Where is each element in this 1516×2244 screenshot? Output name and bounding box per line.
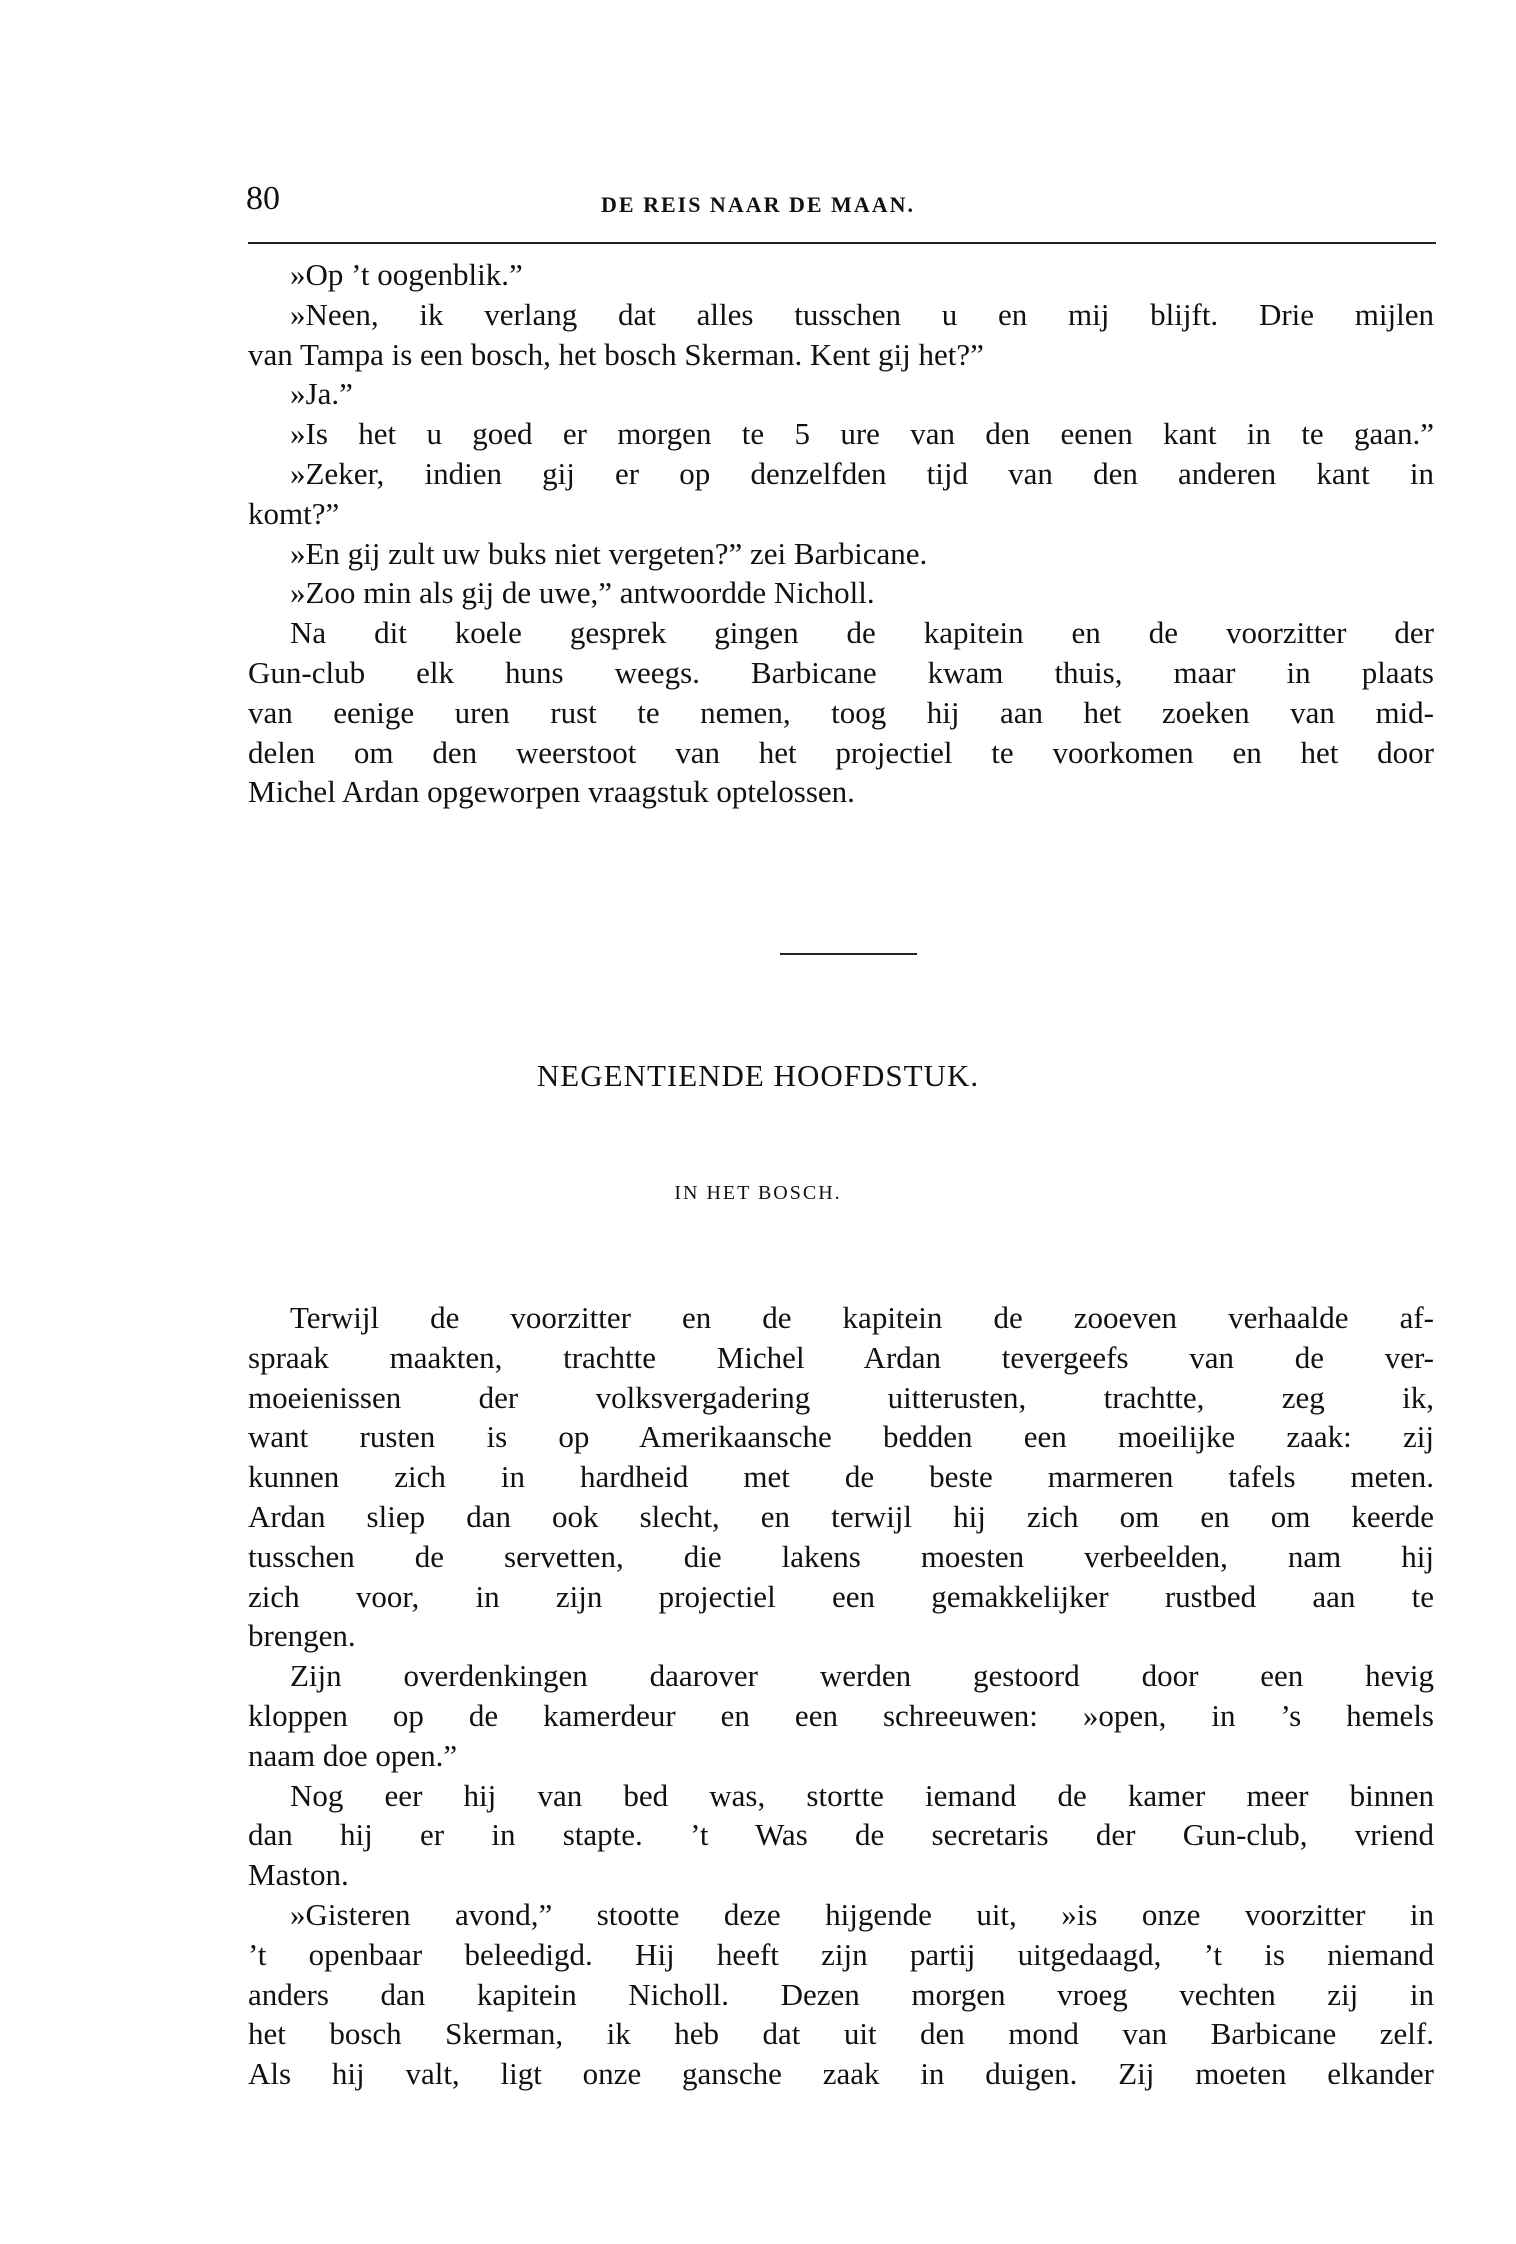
text-line: Terwijl de voorzitter en de kapitein de zooeven verhaalde af-: [290, 1300, 1434, 1335]
text-line: Gun-club elk huns weegs. Barbicane kwam thuis, maar in plaats: [248, 654, 1434, 690]
text-line: Ardan sliep dan ook slecht, en terwijl hij zich om en om keerde: [248, 1498, 1434, 1534]
header-rule: [248, 242, 1436, 244]
text-line: »Ja.”: [290, 376, 353, 412]
text-line: brengen.: [248, 1618, 356, 1654]
text-line: Michel Ardan opgeworpen vraagstuk optelossen.: [248, 774, 855, 810]
chapter-title: NEGENTIENDE HOOFDSTUK.: [536, 1058, 980, 1093]
text-line: naam doe open.”: [248, 1737, 458, 1773]
text-block-2: [248, 1298, 1434, 2094]
text-line: »Zoo min als gij de uwe,” antwoordde Nicholl.: [290, 575, 875, 611]
text-line: tusschen de servetten, die lakens moesten verbeelden, nam hij: [248, 1538, 1434, 1574]
text-line: Als hij valt, ligt onze gansche zaak in duigen. Zij moeten elkander: [248, 2056, 1434, 2092]
text-line: moeienissen der volksvergadering uitterusten, trachtte, zeg ik,: [248, 1379, 1434, 1415]
text-line: »Gisteren avond,” stootte deze hijgende uit, »is onze voorzitter in: [290, 1896, 1434, 1932]
text-line: Maston.: [248, 1857, 349, 1893]
page-number: 80: [246, 180, 280, 217]
running-title: DE REIS NAAR DE MAAN.: [601, 192, 915, 217]
text-line: zich voor, in zijn projectiel een gemakkelijker rustbed aan te: [248, 1578, 1434, 1614]
text-line: Zijn overdenkingen daarover werden gestoord door een hevig: [290, 1658, 1434, 1694]
chapter-subtitle: IN HET BOSCH.: [674, 1182, 842, 1204]
text-line: kloppen op de kamerdeur en een schreeuwen: »open, in ’s hemels: [248, 1697, 1434, 1733]
text-line: dan hij er in stapte. ’t Was de secretaris der Gun-club, vriend: [248, 1817, 1434, 1853]
text-line: Nog eer hij van bed was, stortte iemand de kamer meer binnen: [290, 1777, 1434, 1813]
text-line: »Is het u goed er morgen te 5 ure van den eenen kant in te gaan.”: [290, 416, 1434, 452]
text-line: »En gij zult uw buks niet vergeten?” zei Barbicane.: [290, 535, 928, 571]
text-line: komt?”: [248, 495, 340, 531]
text-line: Na dit koele gesprek gingen de kapitein en de voorzitter der: [290, 615, 1434, 651]
text-line: van eenige uren rust te nemen, toog hij aan het zoeken van mid-: [248, 694, 1434, 730]
text-line: spraak maakten, trachtte Michel Ardan tevergeefs van de ver-: [248, 1339, 1434, 1375]
text-line: ’t openbaar beleedigd. Hij heeft zijn partij uitgedaagd, ’t is niemand: [248, 1936, 1434, 1972]
text-line: »Op ’t oogenblik.”: [290, 257, 523, 292]
text-line: »Neen, ik verlang dat alles tusschen u en mij blijft. Drie mijlen: [290, 296, 1434, 332]
text-line: anders dan kapitein Nicholl. Dezen morgen vroeg vechten zij in: [248, 1976, 1434, 2012]
text-line: want rusten is op Amerikaansche bedden een moeilijke zaak: zij: [248, 1419, 1434, 1455]
text-line: delen om den weerstoot van het projectiel te voorkomen en het door: [248, 734, 1434, 770]
text-line: kunnen zich in hardheid met de beste marmeren tafels meten.: [248, 1459, 1434, 1495]
section-divider: [780, 953, 917, 955]
text-line: van Tampa is een bosch, het bosch Skerman. Kent gij het?”: [248, 336, 984, 372]
text-line: het bosch Skerman, ik heb dat uit den mond van Barbicane zelf.: [248, 2016, 1434, 2052]
text-line: »Zeker, indien gij er op denzelfden tijd van den anderen kant in: [290, 455, 1434, 491]
text-block-1: [248, 255, 1434, 812]
